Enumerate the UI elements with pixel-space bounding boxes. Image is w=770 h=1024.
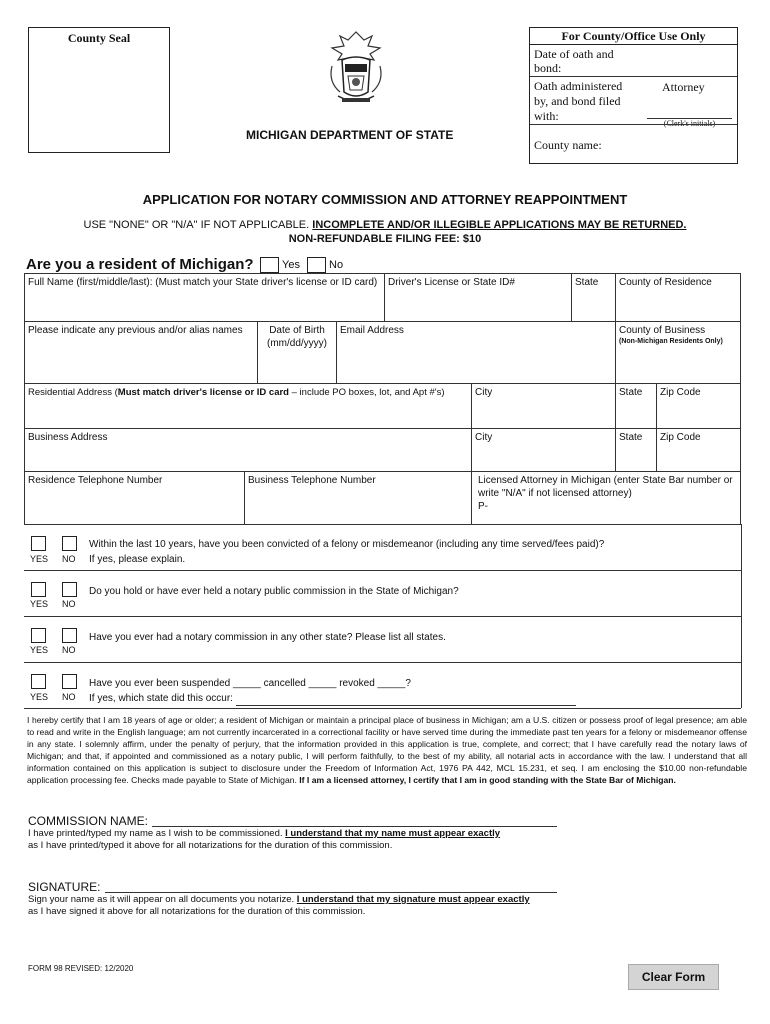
commission-name-input[interactable] bbox=[152, 814, 557, 827]
county-residence-field[interactable]: County of Residence bbox=[615, 273, 741, 322]
bar-prefix: P- bbox=[478, 501, 488, 512]
oath-admin-label: Oath administered by, and bond filed with: bbox=[534, 79, 623, 123]
clerk-initials-label: (Clerk's initials) bbox=[663, 119, 716, 128]
q2-no-label: NO bbox=[62, 599, 76, 609]
residence-phone-field[interactable]: Residence Telephone Number bbox=[24, 471, 245, 525]
q3-yes-checkbox[interactable] bbox=[31, 628, 46, 643]
business-phone-field[interactable]: Business Telephone Number bbox=[244, 471, 472, 525]
q1-yes-checkbox[interactable] bbox=[31, 536, 46, 551]
resident-yes-label: Yes bbox=[282, 259, 300, 271]
dob-format: (mm/dd/yyyy) bbox=[267, 338, 327, 349]
q2-text: Do you hold or have ever held a notary public commission in the State of Michigan? bbox=[89, 586, 459, 597]
resident-yes-checkbox[interactable] bbox=[260, 257, 279, 273]
residential-address-field[interactable]: Residential Address (Must match driver's license or ID card – include PO boxes, lot, and Apt #'s) bbox=[24, 383, 472, 429]
resident-no-checkbox[interactable] bbox=[307, 257, 326, 273]
q4-text: Have you ever been suspended _____ cancelled _____ revoked _____? If yes, which state did this occur: bbox=[89, 676, 576, 706]
bus-state-field[interactable]: State bbox=[615, 428, 657, 472]
instructions bbox=[0, 219, 770, 231]
resident-question: Are you a resident of Michigan? bbox=[26, 256, 254, 273]
business-address-field[interactable]: Business Address bbox=[24, 428, 472, 472]
form-title: APPLICATION FOR NOTARY COMMISSION AND ATTORNEY REAPPOINTMENT bbox=[142, 192, 628, 207]
instruction-warning: INCOMPLETE AND/OR ILLEGIBLE APPLICATIONS MAY BE RETURNED. bbox=[312, 219, 687, 231]
q1-no-label: NO bbox=[62, 554, 76, 564]
county-business-note: (Non-Michigan Residents Only) bbox=[619, 338, 723, 345]
dl-state-field[interactable]: State bbox=[571, 273, 616, 322]
q4-state-input[interactable] bbox=[236, 694, 576, 706]
michigan-seal-icon bbox=[318, 26, 394, 114]
signature-label: SIGNATURE: bbox=[28, 880, 101, 894]
email-field[interactable]: Email Address bbox=[336, 321, 616, 384]
dob-label: Date of Birth bbox=[269, 325, 325, 336]
q1-text: Within the last 10 years, have you been convicted of a felony or misdemeanor (including any time served/fees paid)? If yes, please explain. bbox=[89, 539, 605, 565]
certification-text: I hereby certify that I am 18 years of age or older; a resident of Michigan or maintain a principal place of business in Michigan; am a U.S. citizen or possess proof of legal presence; am able to read and write in the English language; am not currently incarcerated in a correctional facility or have served time during the immediate past ten years for a felony or misdemeanor offense in any state. I solemnly affirm, under the penalty of perjury, that the information provided in this application is true, complete, and correct; that I have carefully read the notary laws of Michigan; and that, if appointed and commissioned as a notary public, I will perform faithfully, to the best of my ability, all notarial acts in accordance with the law. I understand that all information contained on this application is subject to disclosure under the Freedom of Information Act, 1976 PA 442, MCL 15.231, et seq. I am enclosing the $10.00 non-refundable application processing fee. Checks made payable to State of Michigan. If I am a licensed attorney, I certify that I am in good standing with the State Bar of Michigan. bbox=[27, 715, 747, 785]
res-state-field[interactable]: State bbox=[615, 383, 657, 429]
commission-instructions: I have printed/typed my name as I wish to be commissioned. I understand that my name must appear exactly as I have printed/typed it above for all notarizations for the duration of this commission. bbox=[28, 828, 501, 851]
q2-yes-checkbox[interactable] bbox=[31, 582, 46, 597]
q4-yes-label: YES bbox=[30, 692, 49, 702]
instruction-plain: USE "NONE" OR "N/A" IF NOT APPLICABLE. bbox=[83, 219, 310, 231]
oath-date-label: Date of oath and bond: bbox=[534, 47, 614, 75]
signature-instructions: Sign your name as it will appear on all documents you notarize. I understand that my signature must appear exactly as I have signed it above for all notarizations for the duration of this commission. bbox=[28, 894, 530, 917]
q3-no-checkbox[interactable] bbox=[62, 628, 77, 643]
department-name: MICHIGAN DEPARTMENT OF STATE bbox=[246, 128, 454, 142]
q2-yes-label: YES bbox=[30, 599, 49, 609]
q2-no-checkbox[interactable] bbox=[62, 582, 77, 597]
bus-zip-field[interactable]: Zip Code bbox=[656, 428, 741, 472]
q1-no-checkbox[interactable] bbox=[62, 536, 77, 551]
signature-input[interactable] bbox=[105, 880, 557, 893]
attorney-label: Attorney bbox=[662, 80, 705, 94]
clear-form-button[interactable]: Clear Form bbox=[628, 964, 719, 990]
filing-fee: NON-REFUNDABLE FILING FEE: $10 bbox=[288, 233, 482, 245]
attorney-bar-label: Licensed Attorney in Michigan (enter State Bar number or write "N/A" if not licensed attorney) bbox=[478, 475, 733, 499]
q4-no-checkbox[interactable] bbox=[62, 674, 77, 689]
q3-yes-label: YES bbox=[30, 645, 49, 655]
commission-name-label: COMMISSION NAME: bbox=[28, 814, 149, 828]
q3-no-label: NO bbox=[62, 645, 76, 655]
q3-text: Have you ever had a notary commission in any other state? Please list all states. bbox=[89, 632, 446, 643]
county-business-field[interactable] bbox=[615, 321, 741, 384]
dob-field[interactable] bbox=[257, 321, 337, 384]
form-number: FORM 98 REVISED: 12/2020 bbox=[28, 964, 134, 973]
res-city-field[interactable]: City bbox=[471, 383, 616, 429]
county-seal-title: County Seal bbox=[67, 31, 131, 45]
alias-field[interactable]: Please indicate any previous and/or alias names bbox=[24, 321, 258, 384]
res-zip-field[interactable]: Zip Code bbox=[656, 383, 741, 429]
county-business-label: County of Business bbox=[619, 325, 706, 336]
office-use-title: For County/Office Use Only bbox=[530, 28, 737, 45]
resident-no-label: No bbox=[329, 259, 344, 271]
office-use-box bbox=[529, 27, 738, 164]
attorney-bar-field[interactable] bbox=[471, 471, 741, 525]
county-seal-box bbox=[28, 27, 170, 153]
q1-yes-label: YES bbox=[30, 554, 49, 564]
drivers-license-field[interactable]: Driver's License or State ID# bbox=[384, 273, 572, 322]
q4-no-label: NO bbox=[62, 692, 76, 702]
q4-yes-checkbox[interactable] bbox=[31, 674, 46, 689]
bus-city-field[interactable]: City bbox=[471, 428, 616, 472]
full-name-field[interactable]: Full Name (first/middle/last): (Must match your State driver's license or ID card) bbox=[24, 273, 385, 322]
county-name-label: County name: bbox=[534, 138, 602, 152]
